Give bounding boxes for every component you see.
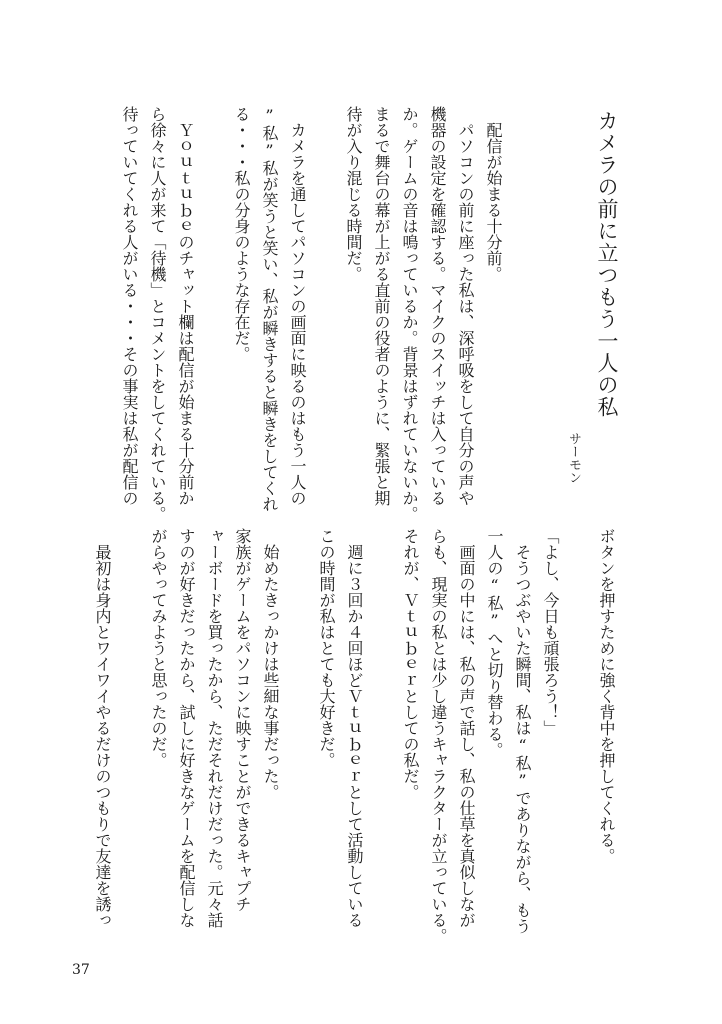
author-name: サーモン <box>566 432 581 484</box>
bottom-line: それが、Ｖｔｕｂｅｒとしての私だ。 <box>401 528 420 800</box>
bottom-line: 週に３回か４回ほどＶｔｕｂｅｒとして活動している <box>345 544 364 928</box>
bottom-line: ャーボードを買ったから、ただそれだけだった。元々話 <box>205 528 224 928</box>
bottom-line: 「よし、今日も頑張ろう！」 <box>541 528 560 736</box>
bottom-line: らも、現実の私とは少し違うキャラクターが立っている。 <box>429 528 448 944</box>
top-line: か。ゲームの音は鳴っているか。背景はずれていないか。 <box>400 106 419 522</box>
bottom-line: ボタンを押すために強く背中を押してくれる。 <box>597 528 616 864</box>
bottom-line: がらやってみようと思ったのだ。 <box>149 528 168 768</box>
top-line: 待っていてくれる人がいる・・・その事実は私が配信の <box>120 106 139 506</box>
top-line: まるで舞台の幕が上がる直前の役者のように、緊張と期 <box>372 106 391 506</box>
page-number: 37 <box>72 962 90 978</box>
top-line: ら徐々に人が来て「待機」とコメントをしてくれている。 <box>148 106 167 522</box>
top-line: 配信が始まる十分前。 <box>484 122 503 282</box>
top-line: ”私”私が笑うと笑い、私が瞬きすると瞬きをしてくれ <box>260 106 279 512</box>
bottom-line: 家族がゲームをパソコンに映すことができるキャプチ <box>233 528 252 912</box>
top-line: カメラを通してパソコンの画面に映るのはもう一人の <box>288 122 307 506</box>
bottom-line: 画面の中には、私の声で話し、私の仕草を真似しなが <box>457 544 476 928</box>
top-line: パソコンの前に座った私は、深呼吸をして自分の声や <box>456 122 475 506</box>
story-title: カメラの前に立つもう一人の私 <box>595 110 619 418</box>
bottom-line: そうつぶやいた瞬間、私は“私”でありながら、もう <box>513 544 532 934</box>
bottom-line: すのが好きだったから、試しに好きなゲームを配信しな <box>177 528 196 928</box>
bottom-line: 最初は身内とワイワイやるだけのつもりで友達を誘っ <box>93 544 112 928</box>
top-line: Ｙｏｕｔｕｂｅのチャット欄は配信が始まる十分前か <box>176 122 195 506</box>
top-line: る・・・私の分身のような存在だ。 <box>232 106 251 362</box>
bottom-line: 一人の“私”へと切り替わる。 <box>485 528 504 758</box>
bottom-line: 始めたきっかけは些細な事だった。 <box>261 544 280 800</box>
bottom-line: この時間が私はとても大好きだ。 <box>317 528 336 768</box>
top-line: 待が入り混じる時間だ。 <box>344 106 363 282</box>
top-line: 機器の設定を確認する。マイクのスイッチは入っている <box>428 106 447 506</box>
